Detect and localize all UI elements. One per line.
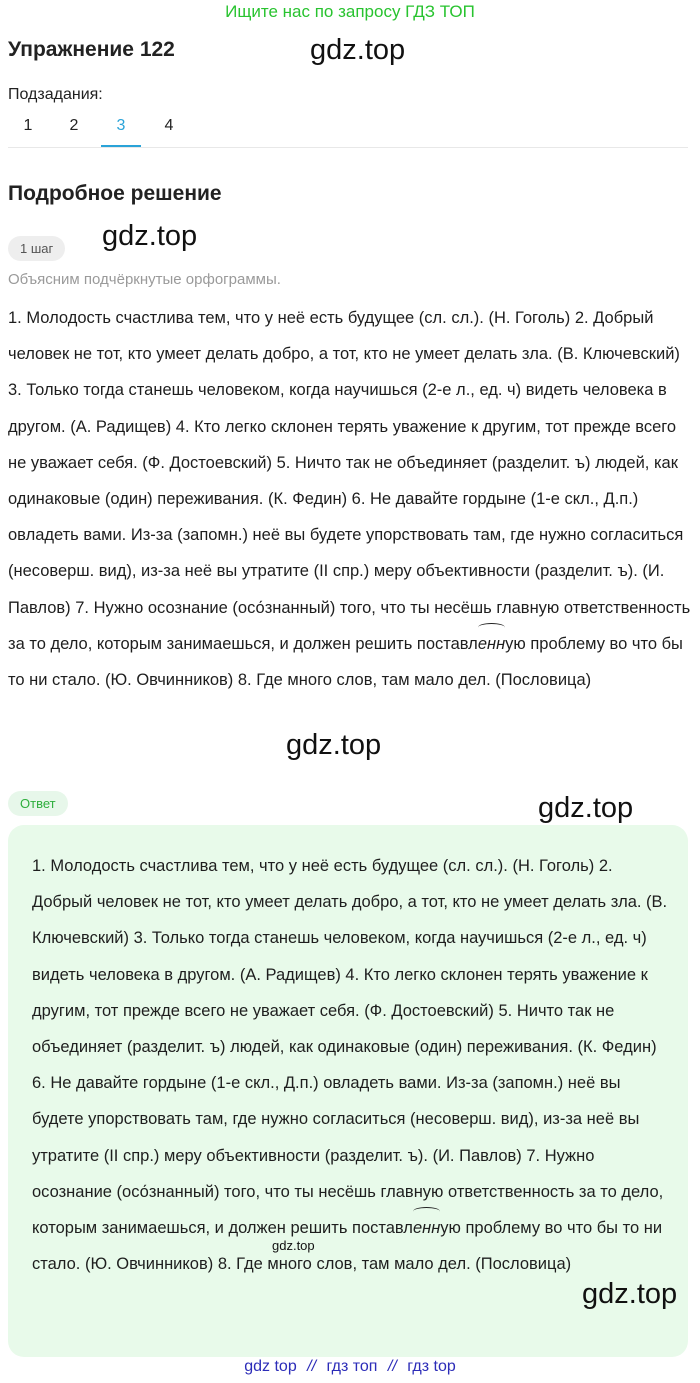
solution-heading: Подробное решение xyxy=(8,182,222,205)
solution-text-part-1: 1. Молодость счастлива тем, что у неё есть будущее (сл. сл.). (Н. Гоголь) 2. Добрый человек не тот, кто умеет делать добро, а тот, кто не умеет делать зла. (В. Ключевский) 3. Только тогда станешь человеком, когда научишься (2-е л., ед. ч) видеть человека в другом. (А. Радищев) 4. Кто легко склонен терять уважение к другим, тот прежде всего не уважает себя. (Ф. Достоевский) 5. Ничто так не объединяет (разделит. ъ) людей, как одинаковые (один) переживания. (К. Федин) 6. Не давайте гордыне (1-е скл., Д.п.) овладеть вами. Из-за (запомн.) неё вы будете упорствовать там, где нужно согласиться (несоверш. вид), из-за неё вы утратите (II спр.) меру объективности (разделит. ъ). (И. Павлов) 7. Нужно осознание (осо́знанный) того, что ты несёшь главную ответственность за то дело, которым занимаешься, и должен решить поставл xyxy=(8,309,691,653)
answer-text-part-1: 1. Молодость счастлива тем, что у неё есть будущее (сл. сл.). (Н. Гоголь) 2. Добрый человек не тот, кто умеет делать добро, а тот, кто не умеет делать зла. (В. Ключевский) 3. Только тогда станешь человеком, когда научишься (2-е л., ед. ч) видеть человека в другом. (А. Радищев) 4. Кто легко склонен терять уважение к другим, тот прежде всего не уважает себя. (Ф. Достоевский) 5. Ничто так не объединяет (разделит. ъ) людей, как одинаковые (один) переживания. (К. Федин) 6. Не давайте гордыне (1-е скл., Д.п.) овладеть вами. Из-за (запомн.) неё вы будете упорствовать там, где нужно согласиться (несоверш. вид), из-за неё вы утратите (II спр.) меру объективности (разделит. ъ). (И. Павлов) 7. Нужно осознание (осо́знанный) того, что ты несёшь главную ответственность за то дело, которым занимаешься, и должен решить поставл xyxy=(32,857,668,1238)
solution-intro: Объясним подчёркнутые орфограммы. xyxy=(8,271,281,288)
footer-separator: // xyxy=(387,1358,397,1375)
footer-links xyxy=(0,1358,700,1376)
tab-1[interactable]: 1 xyxy=(23,117,33,134)
page-title: Упражнение 122 xyxy=(8,38,175,61)
search-banner: Ищите нас по запросу ГДЗ ТОП xyxy=(225,2,475,21)
answer-badge: Ответ xyxy=(8,791,68,816)
footer-separator: // xyxy=(307,1358,317,1375)
watermark: gdz.top xyxy=(102,220,198,252)
tab-3[interactable]: 3 xyxy=(101,106,141,147)
answer-text xyxy=(32,848,672,1282)
subtask-tabs xyxy=(8,106,688,148)
footer-link-gdz-top-mixed[interactable]: гдз top xyxy=(407,1358,456,1375)
answer-text-part-2: ую проблему во что бы то ни стало. (Ю. Овчинников) 8. Где много слов, там мало дел. (Пословица) xyxy=(32,1219,663,1274)
subtasks-label: Подзадания: xyxy=(8,86,103,103)
watermark: gdz.top xyxy=(286,729,382,761)
watermark: gdz.top xyxy=(538,792,634,824)
footer-link-gdz-top[interactable]: gdz top xyxy=(244,1358,297,1375)
tab-2[interactable]: 2 xyxy=(69,117,79,134)
footer-link-gdz-top-ru[interactable]: гдз топ xyxy=(326,1358,378,1375)
tab-4[interactable]: 4 xyxy=(164,117,174,134)
solution-text-part-2: ую проблему во что бы то ни стало. (Ю. Овчинников) 8. Где много слов, там мало дел. (Пословица) xyxy=(8,634,683,690)
watermark: gdz.top xyxy=(272,1238,315,1253)
answer-suffix-arc-mark: енн xyxy=(413,1210,440,1246)
watermark: gdz.top xyxy=(310,34,406,66)
solution-text xyxy=(8,300,692,698)
watermark: gdz.top xyxy=(582,1278,678,1310)
step-badge: 1 шаг xyxy=(8,236,65,261)
suffix-arc-mark: енн xyxy=(478,626,505,662)
